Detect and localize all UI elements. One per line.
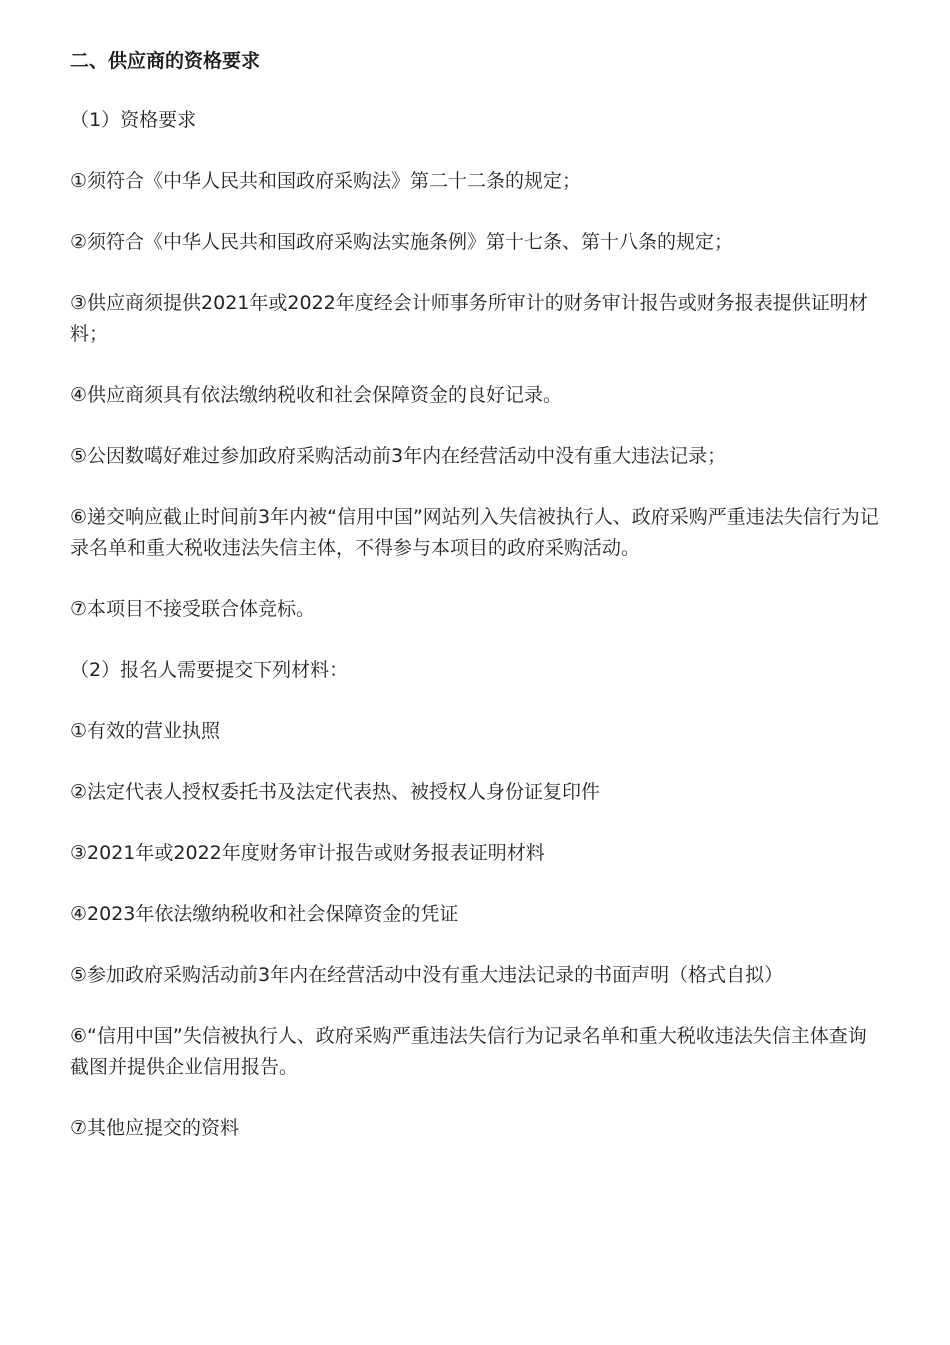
material-item-3: ③2021年或2022年度财务审计报告或财务报表证明材料: [70, 842, 545, 864]
material-item-2: ②法定代表人授权委托书及法定代表热、被授权人身份证复印件: [70, 781, 601, 803]
qualification-item-4: ④供应商须具有依法缴纳税收和社会保障资金的良好记录。: [70, 384, 563, 406]
qualification-item-3: ③供应商须提供2021年或2022年度经会计师事务所审计的财务审计报告或财务报表提供证明材料；: [70, 292, 868, 345]
material-item-1: ①有效的营业执照: [70, 720, 221, 742]
material-item-7: ⑦其他应提交的资料: [70, 1117, 240, 1139]
material-item-4: ④2023年依法缴纳税收和社会保障资金的凭证: [70, 903, 459, 925]
document-body: [70, 44, 885, 1174]
qualification-item-6: ⑥递交响应截止时间前3年内被“信用中国”网站列入失信被执行人、政府采购严重违法失信行为记录名单和重大税收违法失信主体，不得参与本项目的政府采购活动。: [70, 506, 879, 559]
qualification-item-2: ②须符合《中华人民共和国政府采购法实施条例》第十七条、第十八条的规定；: [70, 231, 734, 253]
material-item-5: ⑤参加政府采购活动前3年内在经营活动中没有重大违法记录的书面声明（格式自拟）: [70, 964, 784, 986]
qualification-item-7: ⑦本项目不接受联合体竞标。: [70, 598, 316, 620]
subsection-title-qualification: （1）资格要求: [70, 109, 197, 131]
qualification-item-1: ①须符合《中华人民共和国政府采购法》第二十二条的规定；: [70, 170, 582, 192]
section-heading: 二、供应商的资格要求: [70, 50, 261, 72]
qualification-item-5: ⑤公因数噶好难过参加政府采购活动前3年内在经营活动中没有重大违法记录；: [70, 445, 727, 467]
material-item-6: ⑥“信用中国”失信被执行人、政府采购严重违法失信行为记录名单和重大税收违法失信主体查询截图并提供企业信用报告。: [70, 1025, 867, 1078]
subsection-title-materials: （2）报名人需要提交下列材料：: [70, 659, 349, 681]
